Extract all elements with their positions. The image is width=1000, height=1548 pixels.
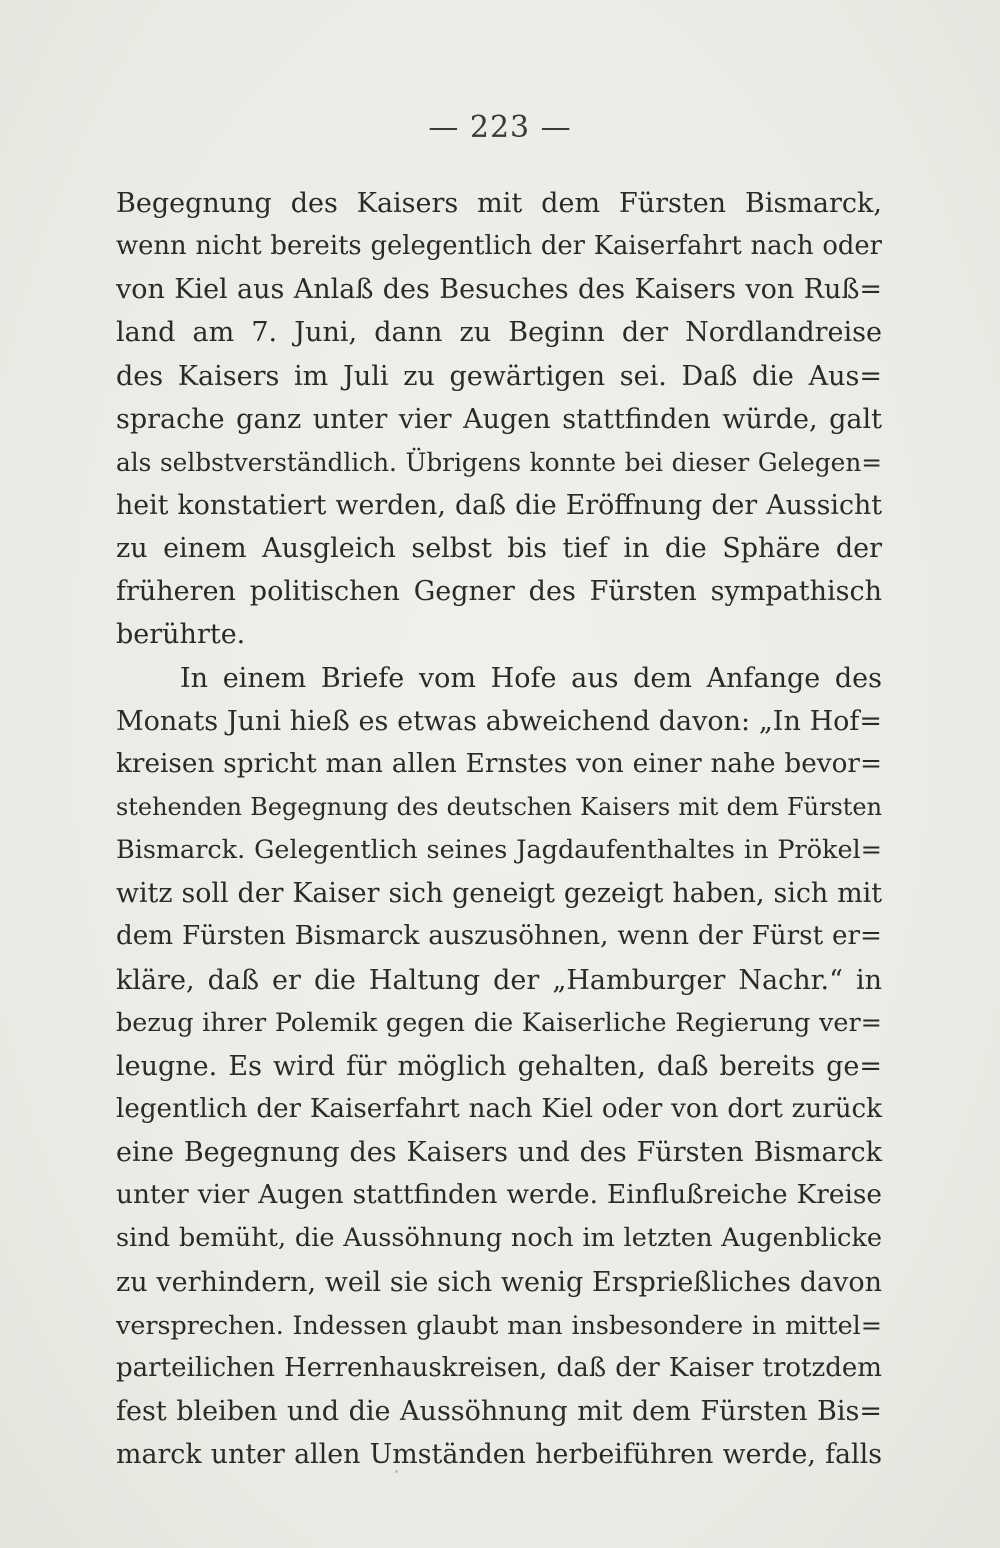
text-line: berührte. xyxy=(116,619,246,651)
text-line: sind bemüht, die Aussöhnung noch im letzten Augenblicke xyxy=(116,1223,882,1254)
text-line: des Kaisers im Juli zu gewärtigen sei. Daß die Aus= xyxy=(116,360,882,392)
text-line: bezug ihrer Polemik gegen die Kaiserliche Regierung ver= xyxy=(116,1007,882,1038)
text-line: Bismarck. Gelegentlich seines Jagdaufenthaltes in Prökel= xyxy=(116,835,882,866)
text-line: parteilichen Herrenhauskreisen, daß der Kaiser trotzdem xyxy=(116,1352,882,1383)
text-line: zu einem Ausgleich selbst bis tief in die Sphäre der xyxy=(116,533,882,565)
text-line: unter vier Augen stattfinden werde. Einflußreiche Kreise xyxy=(116,1180,882,1211)
text-line: leugne. Es wird für möglich gehalten, daß bereits ge= xyxy=(116,1050,882,1082)
text-line: heit konstatiert werden, daß die Eröffnung der Aussicht xyxy=(116,489,882,521)
text-line: zu verhindern, weil sie sich wenig Ersprießliches davon xyxy=(116,1266,882,1298)
text-line: dem Fürsten Bismarck auszusöhnen, wenn der Fürst er= xyxy=(116,921,882,952)
text-line: stehenden Begegnung des deutschen Kaisers mit dem Fürsten xyxy=(116,792,882,821)
text-line: In einem Briefe vom Hofe aus dem Anfange des xyxy=(180,662,882,694)
text-line: marck unter allen Umständen herbeiführen werde, falls xyxy=(116,1439,882,1471)
body-text xyxy=(116,182,882,1476)
page-number: — 223 — xyxy=(428,110,572,145)
text-line: Monats Juni hieß es etwas abweichend davon: „In Hof= xyxy=(116,705,882,737)
text-line: wenn nicht bereits gelegentlich der Kaiserfahrt nach oder xyxy=(116,231,882,262)
text-line: von Kiel aus Anlaß des Besuches des Kaisers von Ruß= xyxy=(116,274,882,306)
text-line: als selbstverständlich. Übrigens konnte bei dieser Gelegen= xyxy=(116,447,882,477)
text-line: früheren politischen Gegner des Fürsten sympathisch xyxy=(116,576,882,608)
paper-speck xyxy=(395,1470,398,1473)
text-line: sprache ganz unter vier Augen stattfinden würde, galt xyxy=(116,403,882,435)
text-line: land am 7. Juni, dann zu Beginn der Nordlandreise xyxy=(116,317,882,349)
text-line: versprechen. Indessen glaubt man insbesondere in mittel= xyxy=(116,1309,882,1340)
text-line: fest bleiben und die Aussöhnung mit dem Fürsten Bis= xyxy=(116,1395,882,1427)
text-line: kreisen spricht man allen Ernstes von einer nahe bevor= xyxy=(116,748,882,779)
text-line: legentlich der Kaiserfahrt nach Kiel oder von dort zurück xyxy=(116,1093,882,1124)
text-line: witz soll der Kaiser sich geneigt gezeigt haben, sich mit xyxy=(116,878,882,910)
text-line: Begegnung des Kaisers mit dem Fürsten Bismarck, xyxy=(116,188,882,219)
text-line: kläre, daß er die Haltung der „Hamburger Nachr.“ in xyxy=(116,964,882,996)
text-line: eine Begegnung des Kaisers und des Fürsten Bismarck xyxy=(116,1137,882,1169)
